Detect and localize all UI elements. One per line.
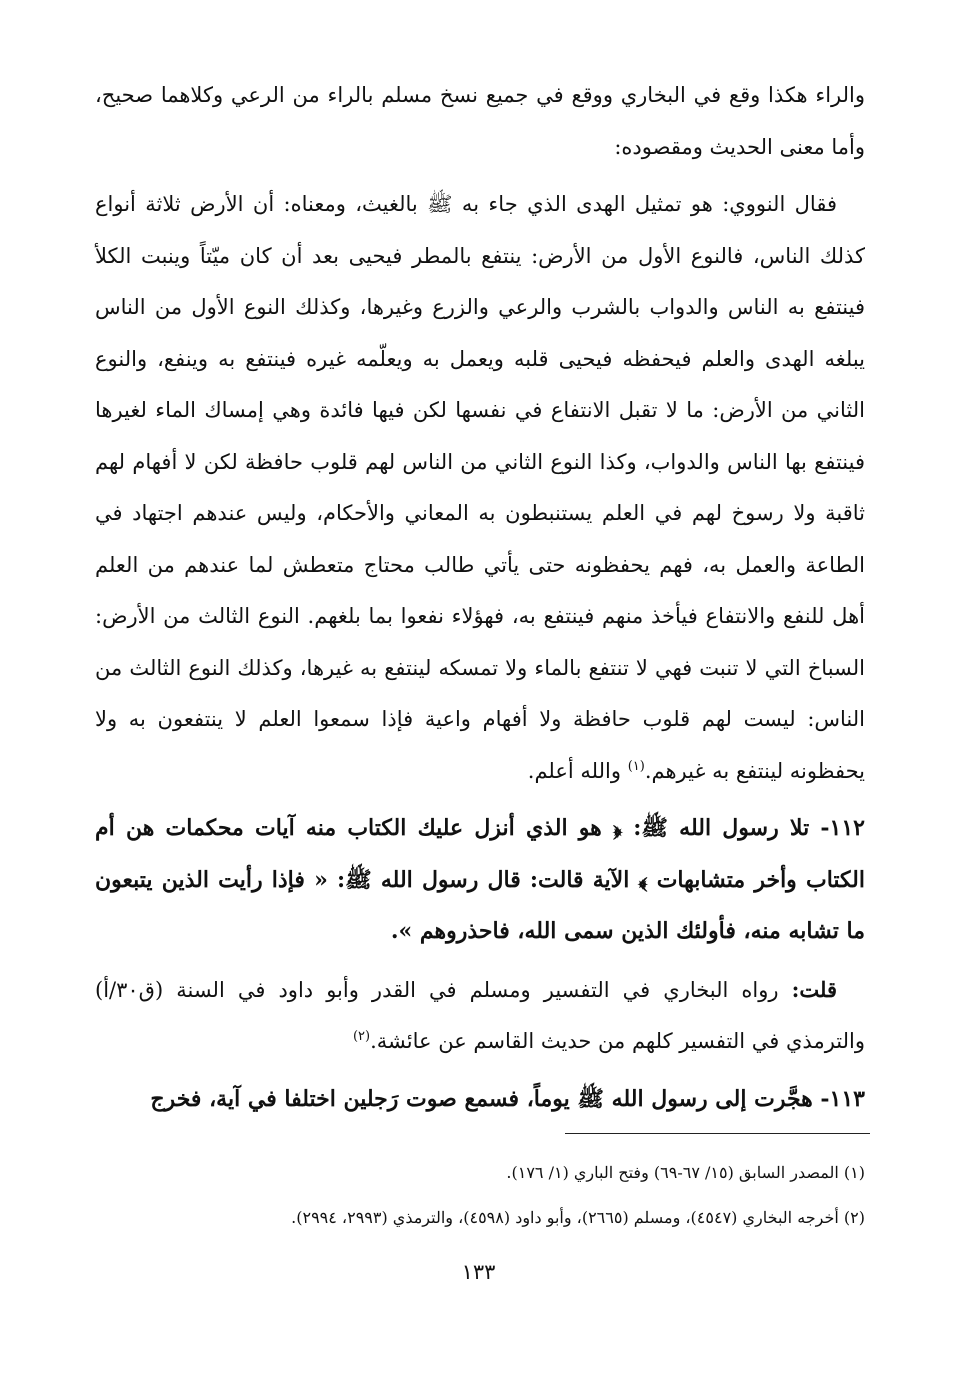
hadith-112 <box>95 803 865 958</box>
paragraph-nawawi-text: فقال النووي: هو تمثيل الهدى الذي جاء به ﷺ بالغيث، ومعناه: أن الأرض ثلاثة أنواع كذلك الناس، فالنوع الأول من الأرض: ينتفع بالمطر فيحيى بعد أن كان ميّتاً وينبت الكلأ فينتفع به الناس والدواب بالشرب والرعي والزرع وغيرها، وكذلك النوع الأول من الناس يبلغه الهدى والعلم فيحفظه فيحيى قلبه ويعمل به ويعلّمه غيره فينتفع به وينفع، والنوع الثاني من الأرض: ما لا تقبل الانتفاع في نفسها لكن فيها فائدة وهي إمساك الماء لغيرها فينتفع بها الناس والدواب، وكذا النوع الثاني من الناس لهم قلوب حافظة لكن لا أفهام لهم ثاقبة ولا رسوخ لهم في العلم يستنبطون به المعاني والأحكام، وليس عندهم اجتهاد في الطاعة والعمل به، فهم يحفظونه حتى يأتي طالب محتاج متعطش لما عندهم من العلم أهل للنفع والانتفاع فيأخذ منهم فينتفع به، فهؤلاء نفعوا بما بلغهم. النوع الثالث من الأرض: السباخ التي لا تنبت فهي لا تنتفع بالماء ولا تمسكه لينتفع به غيرها، وكذلك النوع الثالث من الناس: ليست لهم قلوب حافظة ولا أفهام واعية فإذا سمعوا العلم لا ينتفعون به ولا يحفظونه لينتفع به غيرهم. <box>95 192 865 783</box>
page-number: ١٣٣ <box>461 1260 496 1284</box>
footnote-2: (٢) أخرجه البخاري (٤٥٤٧)، ومسلم (٢٦٦٥)، وأبو داود (٤٥٩٨)، والترمذي (٢٩٩٣، ٢٩٩٤). <box>291 1208 865 1227</box>
paragraph-qultu <box>95 964 865 1068</box>
hadith-113 <box>95 1074 865 1126</box>
footnote-marker-1: (١) <box>627 758 645 774</box>
footnotes <box>110 1150 865 1240</box>
hadith-112-text: ١١٢- تلا رسول الله ﷺ: ﴿ هو الذي أنزل عليك الكتاب منه آيات محكمات هن أم الكتاب وأخر متشابهات ﴾ الآية قالت: قال رسول الله ﷺ: « فإذا رأيت الذين يتبعون ما تشابه منه، فأولئك الذين سمى الله، فاحذروهم ». <box>95 815 865 944</box>
main-text <box>95 70 865 1131</box>
qultu-text: رواه البخاري في التفسير ومسلم في القدر وأبو داود في السنة (ق٣٠/أ) والترمذي في التفسير كلهم من حديث القاسم عن عائشة. <box>95 977 865 1053</box>
paragraph-nawawi-closing: والله أعلم. <box>527 758 628 783</box>
footnote-1: (١) المصدر السابق (١٥/ ٦٧-٦٩) وفتح الباري (١/ ١٧٦). <box>506 1163 865 1182</box>
hadith-113-text: ١١٣- هجَّرت إلى رسول الله ﷺ يوماً، فسمع صوت رَجلين اختلفا في آية، فخرج <box>150 1085 865 1112</box>
footnote-marker-2: (٢) <box>352 1029 371 1044</box>
footnote-separator <box>565 1133 870 1134</box>
qultu-label: قلت: <box>791 976 837 1002</box>
paragraph-nawawi-commentary <box>95 179 865 797</box>
paragraph-intro-text: والراء هكذا وقع في البخاري ووقع في جميع نسخ مسلم بالراء من الرعي وكلاهما صحيح، وأما معنى الحديث ومقصوده: <box>95 83 865 159</box>
paragraph-intro <box>95 70 865 173</box>
